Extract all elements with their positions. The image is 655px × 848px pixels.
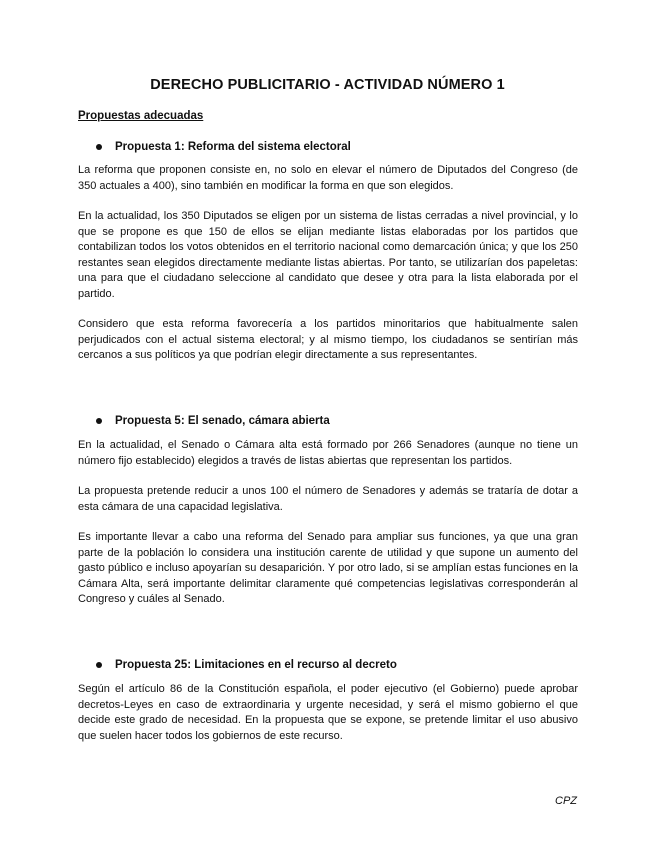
proposal-25-heading-text: Propuesta 25: Limitaciones en el recurso al decreto bbox=[115, 659, 397, 671]
footer-initials: CPZ bbox=[555, 795, 577, 807]
proposal-5-heading bbox=[96, 415, 330, 427]
proposal-5-paragraph-3: Es importante llevar a cabo una reforma del Senado para ampliar sus funciones, ya que una gran parte de la población lo considera una institución carente de utilidad y que supone un aumento del gasto público e incluso apoyarían su desaparición. Y por otro lado, si se amplían estas funciones en la Cámara Alta, será importante delimitar claramente qué competencias legislativas corresponderán al Congreso y cuáles al Senado. bbox=[78, 531, 578, 605]
proposal-25-paragraph-1: Según el artículo 86 de la Constitución española, el poder ejecutivo (el Gobierno) puede aprobar decretos-Leyes en caso de extraordinaria y urgente necesidad, y será el mismo gobierno el que decide este grado de necesidad. En la propuesta que se expone, se pretende limitar el uso abusivo que suelen hacer todos los gobiernos de este recurso. bbox=[78, 683, 578, 742]
proposal-1-heading bbox=[96, 141, 351, 153]
section-heading: Propuestas adecuadas bbox=[78, 110, 204, 122]
bullet-icon bbox=[96, 662, 102, 668]
proposal-25-heading bbox=[96, 659, 397, 671]
proposal-1-heading-text: Propuesta 1: Reforma del sistema electoral bbox=[115, 141, 351, 153]
document-title: DERECHO PUBLICITARIO - ACTIVIDAD NÚMERO 1 bbox=[150, 77, 505, 93]
proposal-5-heading-text: Propuesta 5: El senado, cámara abierta bbox=[115, 415, 330, 427]
proposal-1-paragraph-3: Considero que esta reforma favorecería a los partidos minoritarios que habitualmente salen perjudicados con el actual sistema electoral; y al mismo tiempo, los ciudadanos se sentirían más cercanos a sus políticos ya que podrían elegir directamente a sus representantes. bbox=[78, 318, 578, 361]
proposal-1-paragraph-1: La reforma que proponen consiste en, no solo en elevar el número de Diputados del Congreso (de 350 actuales a 400), sino también en modificar la forma en que son elegidos. bbox=[78, 164, 578, 192]
proposal-5-paragraph-1: En la actualidad, el Senado o Cámara alta está formado por 266 Senadores (aunque no tiene un número fijo establecido) elegidos a través de listas abiertas que representan los partidos. bbox=[78, 439, 578, 467]
bullet-icon bbox=[96, 418, 102, 424]
bullet-icon bbox=[96, 144, 102, 150]
proposal-5-paragraph-2: La propuesta pretende reducir a unos 100 el número de Senadores y además se trataría de dotar a esta cámara de una capacidad legislativa. bbox=[78, 485, 578, 513]
proposal-1-paragraph-2: En la actualidad, los 350 Diputados se eligen por un sistema de listas cerradas a nivel provincial, y lo que se propone es que 150 de ellos se elijan mediante listas elaboradas por los partidos que contabilizan todos los votos obtenidos en el territorio nacional como demarcación única; y que los 250 restantes sean elegidos directamente mediante listas abiertas. Por tanto, se utilizarían dos papeletas: una para que el ciudadano seleccione al candidato que desee y otra para la lista elaborada por el partido. bbox=[78, 210, 578, 300]
